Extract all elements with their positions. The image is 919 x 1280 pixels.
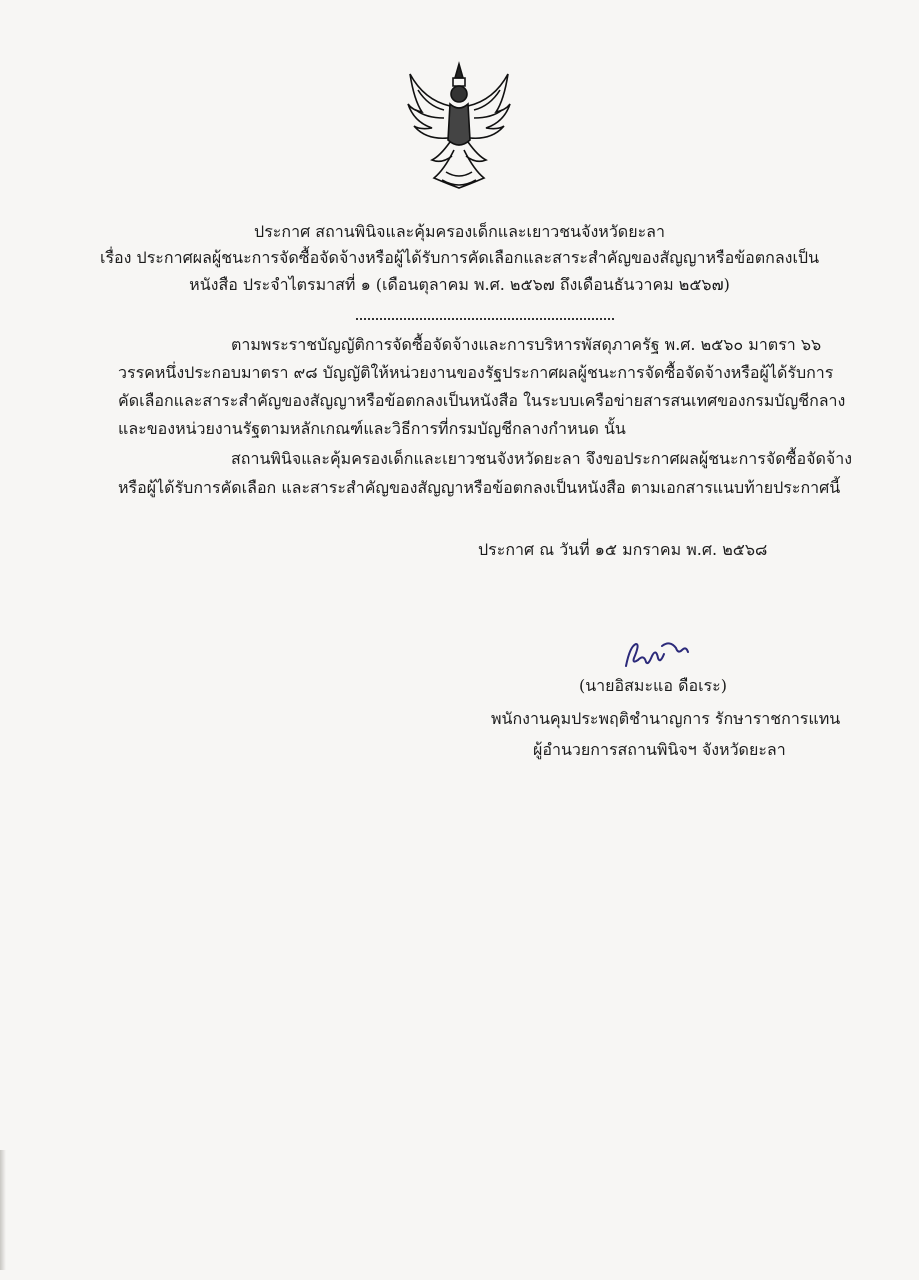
paragraph-1-line-4: และของหน่วยงานรัฐตามหลักเกณฑ์และวิธีการที่กรมบัญชีกลางกำหนด นั้น <box>118 419 626 438</box>
page-edge-shadow <box>0 1150 6 1270</box>
handwritten-signature <box>622 636 692 676</box>
signatory-position-1: พนักงานคุมประพฤติชำนาญการ รักษาราชการแทน <box>491 709 841 728</box>
paragraph-1-line-1: ตามพระราชบัญญัติการจัดซื้อจัดจ้างและการบริหารพัสดุภาครัฐ พ.ศ. ๒๕๖๐ มาตรา ๖๖ <box>231 335 822 354</box>
paragraph-1-line-3: คัดเลือกและสาระสำคัญของสัญญาหรือข้อตกลงเป็นหนังสือ ในระบบเครือข่ายสารสนเทศของกรมบัญชีกลาง <box>118 391 846 410</box>
subject-line-2: หนังสือ ประจำไตรมาสที่ ๑ (เดือนตุลาคม พ.ศ. ๒๕๖๗ ถึงเดือนธันวาคม ๒๕๖๗) <box>189 275 730 294</box>
signatory-position-2: ผู้อำนวยการสถานพินิจฯ จังหวัดยะลา <box>533 740 786 759</box>
garuda-emblem-icon <box>404 60 514 195</box>
paragraph-1-line-2: วรรคหนึ่งประกอบมาตรา ๙๘ บัญญัติให้หน่วยงานของรัฐประกาศผลผู้ชนะการจัดซื้อจัดจ้างหรือผู้ได้รับการ <box>118 363 834 382</box>
paragraph-2-line-2: หรือผู้ได้รับการคัดเลือก และสาระสำคัญของสัญญาหรือข้อตกลงเป็นหนังสือ ตามเอกสารแนบท้ายประกาศนี้ <box>118 478 841 497</box>
subject-line-1: เรื่อง ประกาศผลผู้ชนะการจัดซื้อจัดจ้างหรือผู้ได้รับการคัดเลือกและสาระสำคัญของสัญญาหรือข้อตกลงเป็น <box>99 248 820 267</box>
paragraph-2-line-1: สถานพินิจและคุ้มครองเด็กและเยาวชนจังหวัดยะลา จึงขอประกาศผลผู้ชนะการจัดซื้อจัดจ้าง <box>231 449 853 468</box>
signatory-name: (นายอิสมะแอ ดือเระ) <box>579 676 727 695</box>
separator-dotted-line <box>356 318 614 320</box>
announcement-heading: ประกาศ สถานพินิจและคุ้มครองเด็กและเยาวชนจังหวัดยะลา <box>254 222 665 241</box>
date-line: ประกาศ ณ วันที่ ๑๕ มกราคม พ.ศ. ๒๕๖๘ <box>478 540 768 559</box>
